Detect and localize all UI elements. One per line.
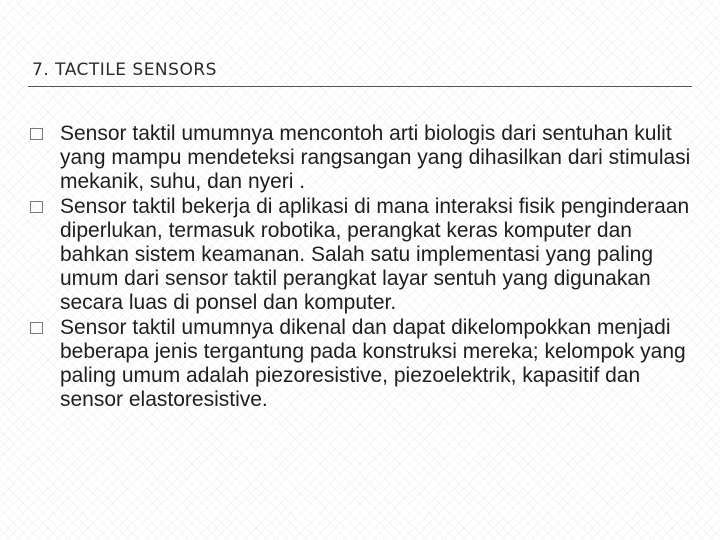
bullet-box-icon xyxy=(30,201,43,213)
title-divider xyxy=(28,86,692,87)
bullet-item xyxy=(30,316,698,413)
bullet-box-icon xyxy=(30,322,43,334)
bullet-item xyxy=(30,195,698,316)
bullet-text: Sensor taktil umumnya dikenal dan dapat dikelompokkan menjadi beberapa jenis tergantung pada konstruksi mereka; kelompok yang paling umum adalah piezoresistive, piezoelektrik, kapasitif dan sensor elastoresistive. xyxy=(60,315,686,412)
bullet-box-icon xyxy=(30,128,43,140)
bullet-list xyxy=(30,122,698,412)
bullet-item xyxy=(30,122,698,195)
bullet-text: Sensor taktil bekerja di aplikasi di mana interaksi fisik penginderaan diperlukan, termasuk robotika, perangkat keras komputer dan bahkan sistem keamanan. Salah satu implementasi yang paling umum dari sensor taktil perangkat layar sentuh yang digunakan secara luas di ponsel dan komputer. xyxy=(60,194,690,315)
bullet-text: Sensor taktil umumnya mencontoh arti biologis dari sentuhan kulit yang mampu mendeteksi rangsangan yang dihasilkan dari stimulasi mekanik, suhu, dan nyeri . xyxy=(60,122,691,194)
slide-title: 7. TACTILE SENSORS xyxy=(32,60,217,80)
